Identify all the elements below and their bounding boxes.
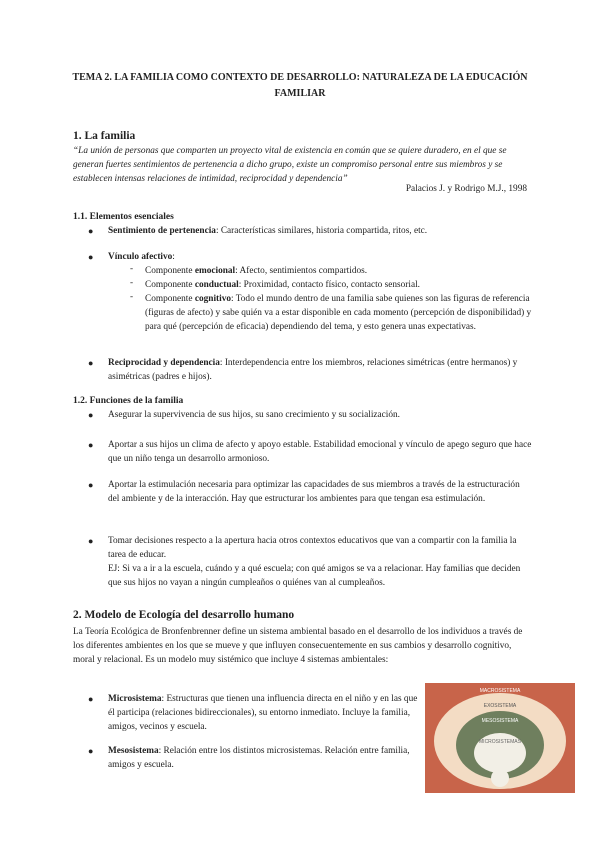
list-item: Aportar la estimulación necesaria para optimizar las capacidades de sus miembros a través de la estructuración del ambiente y de la interacción. Hay que estructurar los ambientes para que tengan esa estimulación.	[108, 480, 520, 504]
sub-list-item	[145, 278, 533, 292]
item-text: : Interdependencia entre los miembros, relaciones simétricas (entre hermanos) y asimétricas (padres e hijos).	[108, 358, 518, 382]
dash-icon: -	[130, 278, 134, 288]
section-2-heading: 2. Modelo de Ecología del desarrollo humano	[73, 609, 295, 621]
item-label: Mesosistema	[108, 746, 159, 756]
dash-icon: -	[130, 264, 134, 274]
item-label: Reciprocidad y dependencia	[108, 358, 220, 368]
microsystem-label: MICROSISTEMAS	[479, 739, 521, 745]
sub-list-item	[145, 264, 533, 278]
list-item	[108, 356, 533, 384]
quote-attribution: Palacios J. y Rodrigo M.J., 1998	[405, 184, 527, 194]
item-text: :	[172, 252, 175, 262]
list-item: Aportar a sus hijos un clima de afecto y apoyo estable. Estabilidad emocional y vínculo de apego seguro que hace que un niño tenga un desarrollo armonioso.	[108, 440, 532, 464]
item-label: conductual	[194, 280, 239, 290]
section-1-2-heading: 1.2. Funciones de la familia	[73, 396, 184, 406]
section-1-1-heading: 1.1. Elementos esenciales	[73, 212, 174, 222]
bullet-icon: ●	[88, 536, 94, 546]
item-prefix: Componente	[145, 266, 195, 276]
list-item: Asegurar la supervivencia de sus hijos, su sano crecimiento y su socialización.	[108, 410, 400, 420]
item-label: emocional	[194, 266, 236, 276]
bullet-icon: ●	[88, 410, 94, 420]
item-text: : Relación entre los distintos microsistemas. Relación entre familia, amigos y escuela.	[108, 746, 410, 770]
dash-icon: -	[130, 292, 134, 302]
item-prefix: Componente	[145, 280, 195, 290]
item-label: Sentimiento de pertenencia	[108, 226, 216, 236]
sub-list-item	[145, 292, 533, 334]
item-text: : Proximidad, contacto físico, contacto sensorial.	[238, 280, 421, 290]
bullet-icon: ●	[88, 480, 94, 490]
macrosystem-label: MACROSISTEMA	[479, 688, 521, 694]
list-item	[108, 692, 418, 734]
bullet-icon: ●	[88, 226, 94, 236]
section-1-heading: 1. La familia	[73, 130, 136, 142]
item-text: : Afecto, sentimientos compartidos.	[235, 266, 368, 276]
mesosystem-label: MESOSISTEMA	[481, 718, 519, 724]
item-label: cognitivo	[194, 294, 231, 304]
bullet-icon: ●	[88, 694, 94, 704]
bullet-icon: ●	[88, 358, 94, 368]
bullet-icon: ●	[88, 440, 94, 450]
item-example: EJ: Si va a ir a la escuela, cuándo y a qué escuela; con qué amigos se va a relacionar. Hay familias que deciden que sus hijos no vayan a ningún cumpleaños o quiénes van al cumpleaños.	[108, 564, 521, 588]
item-text: : Estructuras que tienen una influencia directa en el niño y en las que él participa (relaciones bidireccionales), su entorno inmediato. Incluye la familia, amigos, vecinos y escuela.	[108, 694, 418, 732]
individual-circle	[491, 769, 509, 787]
item-text: : Características similares, historia compartida, ritos, etc.	[215, 226, 428, 236]
item-prefix: Componente	[145, 294, 195, 304]
list-item	[108, 534, 533, 590]
item-label: Microsistema	[108, 694, 162, 704]
item-text: Tomar decisiones respecto a la apertura hacia otros contextos educativos que van a compartir con la familia la tarea de educar.	[108, 536, 517, 560]
list-item	[108, 250, 533, 264]
family-definition-quote: “La unión de personas que comparten un proyecto vital de existencia en común que se quiere duradero, en el que se generan fuertes sentimientos de pertenencia a dicho grupo, existe un compromiso personal entre sus miembros y se establecen intensas relaciones de intimidad, reciprocidad y dependencia”	[73, 146, 507, 184]
exosystem-label: EXOSISTEMA	[483, 703, 517, 709]
ecological-model-figure	[425, 683, 575, 793]
bullet-icon: ●	[88, 746, 94, 756]
item-label: Vínculo afectivo	[108, 252, 173, 262]
item-text: : Todo el mundo dentro de una familia sabe quienes son las figuras de referencia (figuras de afecto) y sabe quién va a estar disponible en cada momento (percepción de disponibilidad) y para qué (percepción de eficacia) dependiendo del tema, y esto genera unas expectativas.	[145, 294, 532, 332]
document-title: TEMA 2. LA FAMILIA COMO CONTEXTO DE DESARROLLO: NATURALEZA DE LA EDUCACIÓN FAMILIAR	[72, 72, 528, 99]
list-item	[108, 744, 418, 772]
bullet-icon: ●	[88, 252, 94, 262]
list-item	[108, 224, 533, 238]
section-2-intro: La Teoría Ecológica de Bronfenbrenner define un sistema ambiental basado en el desarrollo de los individuos a través de los diferentes ambientes en los que se mueve y que influyen consecuentemente en sus cambios y desarrollo cognitivo, moral y relacional. Es un modelo muy sistémico que incluye 4 sistemas ambientales:	[73, 627, 523, 665]
